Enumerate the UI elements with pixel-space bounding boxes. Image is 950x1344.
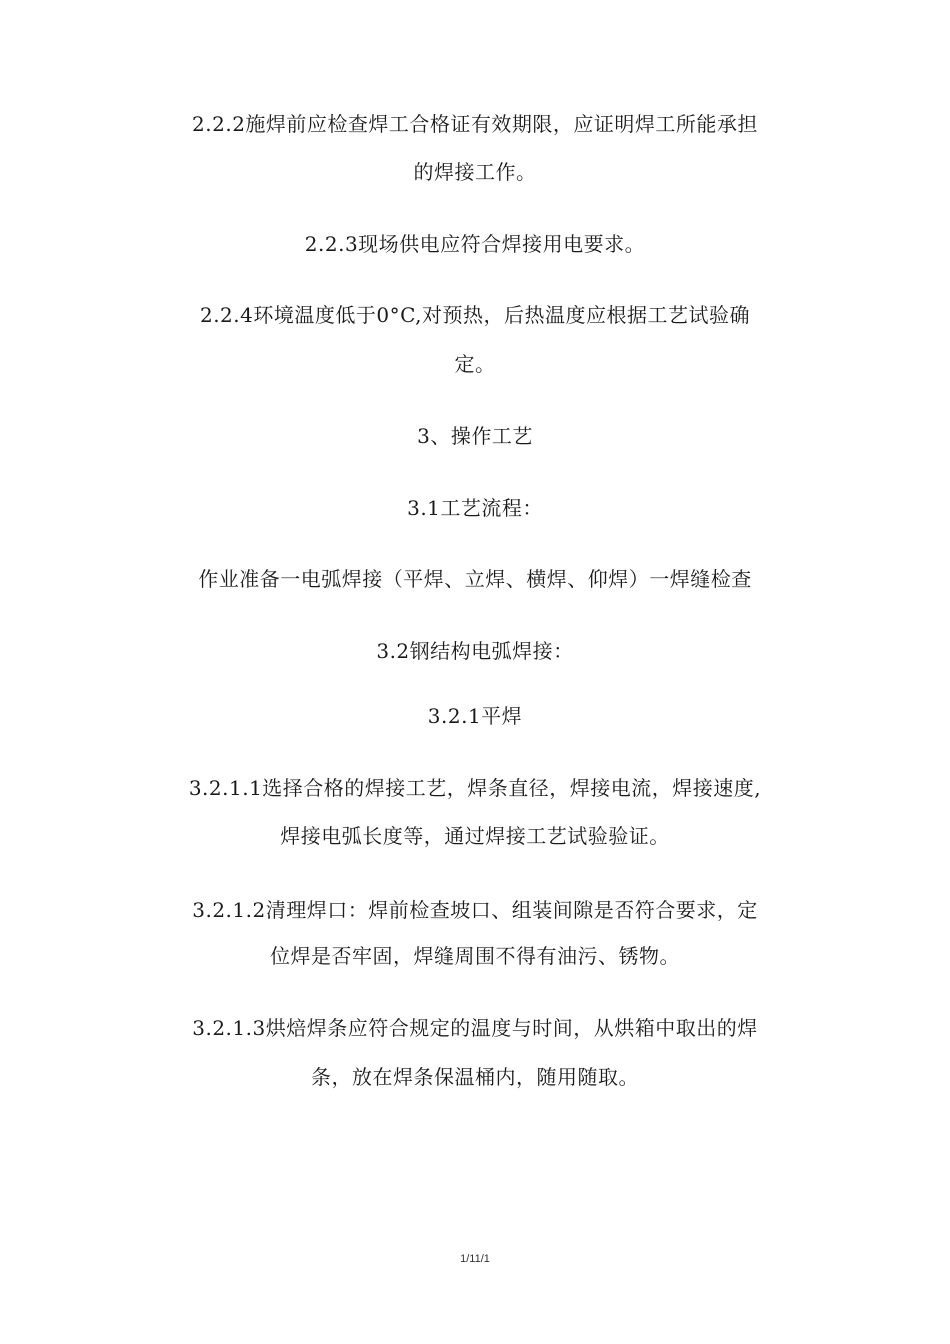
subsection-heading-3-1: 3.1工艺流程： xyxy=(407,496,543,520)
paragraph-2-2-4-line-1: 2.2.4环境温度低于0°C,对预热，后热温度应根据工艺试验确 xyxy=(199,303,751,327)
section-heading-3: 3、操作工艺 xyxy=(417,424,533,448)
paragraph-3-2-1-2-line-1: 3.2.1.2清理焊口：焊前检查坡口、组装间隙是否符合要求，定 xyxy=(192,898,758,922)
paragraph-3-2-1-3-line-1: 3.2.1.3烘焙焊条应符合规定的温度与时间，从烘箱中取出的焊 xyxy=(192,1016,758,1040)
process-flow-line: 作业准备一电弧焊接（平焊、立焊、横焊、仰焊）一焊缝检查 xyxy=(198,567,752,591)
paragraph-3-2-1-2-line-2: 位焊是否牢固，焊缝周围不得有油污、锈物。 xyxy=(270,944,680,968)
paragraph-2-2-2-line-2: 的焊接工作。 xyxy=(413,160,537,184)
paragraph-3-2-1-1-line-2: 焊接电弧长度等，通过焊接工艺试验验证。 xyxy=(280,824,670,848)
paragraph-3-2-1-1-line-1: 3.2.1.1选择合格的焊接工艺，焊条直径，焊接电流，焊接速度, xyxy=(188,776,762,800)
paragraph-2-2-2-line-1: 2.2.2施焊前应检查焊工合格证有效期限，应证明焊工所能承担 xyxy=(192,112,758,136)
paragraph-2-2-4-line-2: 定。 xyxy=(454,352,496,376)
subsection-heading-3-2: 3.2钢结构电弧焊接： xyxy=(376,639,574,663)
paragraph-2-2-3: 2.2.3现场供电应符合焊接用电要求。 xyxy=(304,232,646,256)
paragraph-3-2-1-3-line-2: 条，放在焊条保温桶内，随用随取。 xyxy=(311,1065,639,1089)
subsection-heading-3-2-1: 3.2.1平焊 xyxy=(427,704,523,728)
page-number: 1/11/1 xyxy=(460,1253,490,1265)
